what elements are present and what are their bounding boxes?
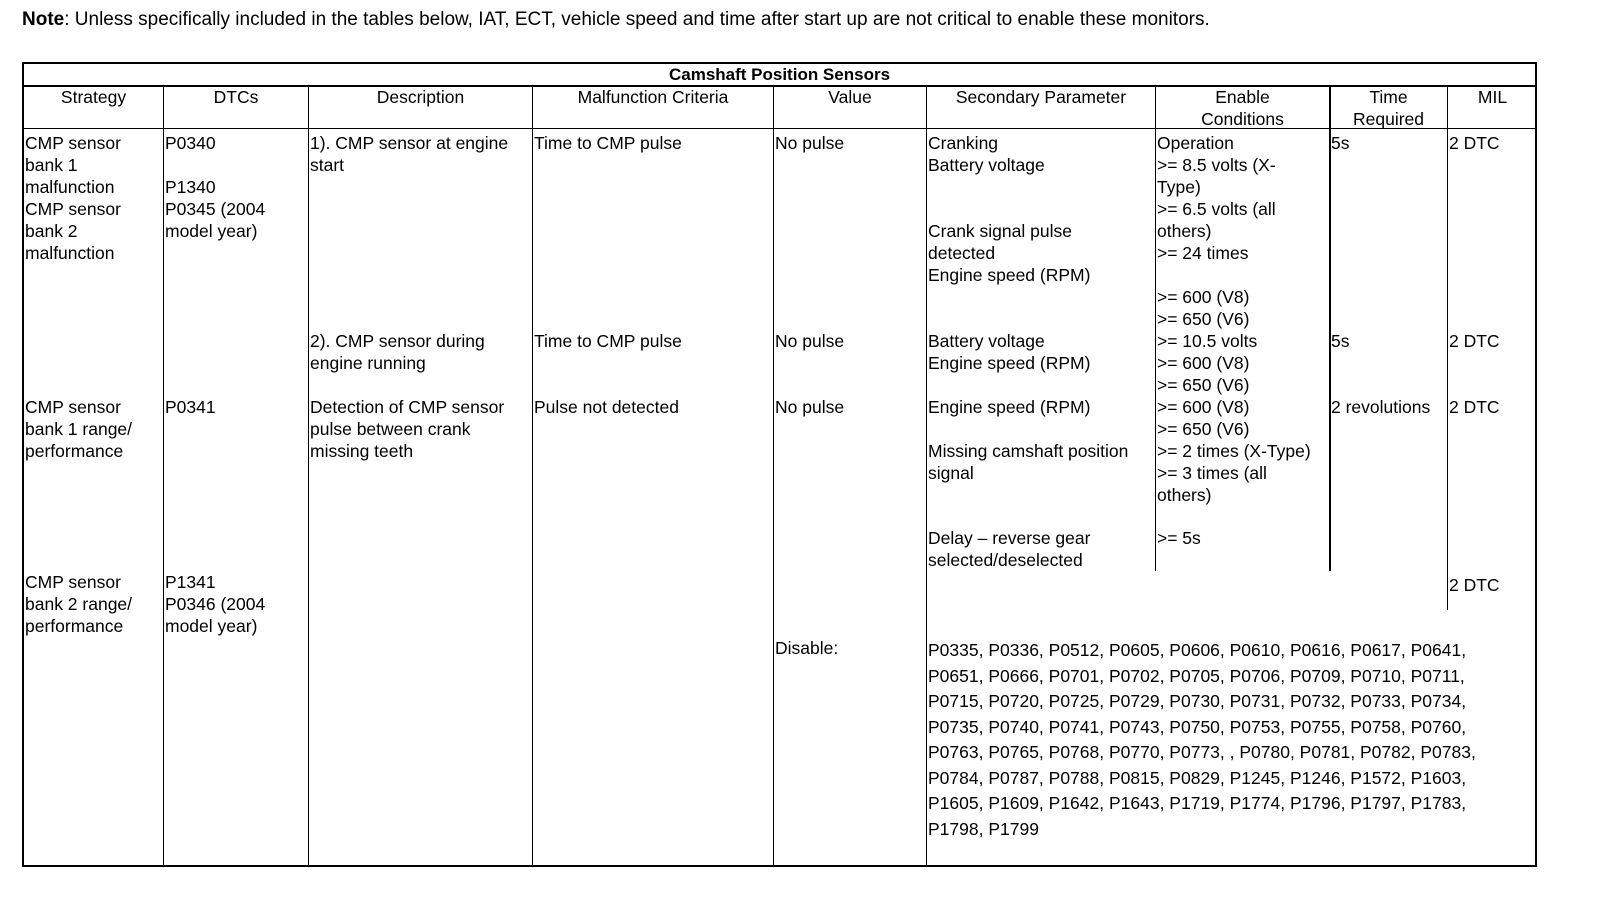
- secondary-line: selected/deselected: [928, 550, 1083, 570]
- page-note: [22, 9, 1210, 31]
- enable-line: >= 2 times (X-Type): [1157, 441, 1311, 461]
- secondary-line: Battery voltage: [928, 331, 1045, 351]
- description-line: start: [310, 155, 345, 175]
- secondary-line: Crank signal pulse: [928, 221, 1072, 241]
- enable-line: >= 600 (V8): [1157, 397, 1250, 417]
- enable-line: >= 650 (V6): [1157, 419, 1250, 439]
- secondary-line: signal: [928, 463, 974, 483]
- dtc-line: P1340: [165, 177, 216, 197]
- strategy-line: malfunction: [25, 177, 115, 197]
- col-divider: [1447, 85, 1448, 610]
- enable-line: >= 10.5 volts: [1157, 331, 1258, 351]
- disable-dtc-line: P0651, P0666, P0701, P0702, P0705, P0706, P0709, P0710, P0711,: [928, 666, 1465, 686]
- enable-line: >= 6.5 volts (all: [1157, 199, 1276, 219]
- disable-dtc-line: P1798, P1799: [928, 819, 1039, 839]
- header-mil: MIL: [1477, 87, 1508, 107]
- dtc-line: P0341: [165, 397, 216, 417]
- mil-line: 2 DTC: [1449, 133, 1500, 153]
- description-line: pulse between crank: [310, 419, 471, 439]
- header-dtcs: DTCs: [213, 87, 259, 107]
- col-divider: [308, 85, 309, 865]
- secondary-line: detected: [928, 243, 996, 263]
- enable-line: >= 5s: [1157, 528, 1201, 548]
- header-time: Time: [1369, 87, 1408, 107]
- header-required: Required: [1352, 109, 1425, 129]
- strategy-line: CMP sensor: [25, 572, 121, 592]
- secondary-line: Cranking: [928, 133, 999, 153]
- time-line: 5s: [1331, 133, 1350, 153]
- strategy-line: CMP sensor: [25, 199, 121, 219]
- disable-dtc-line: P0784, P0787, P0788, P0815, P0829, P1245, P1246, P1572, P1603,: [928, 768, 1467, 788]
- mil-line: 2 DTC: [1449, 575, 1500, 595]
- disable-label: Disable:: [775, 638, 839, 658]
- value-line: No pulse: [775, 397, 845, 417]
- enable-line: others): [1157, 221, 1212, 241]
- header-enable: Enable: [1215, 87, 1270, 107]
- header-strategy: Strategy: [60, 87, 127, 107]
- dtc-line: P0345 (2004: [165, 199, 266, 219]
- header-description: Description: [376, 87, 465, 107]
- dtc-line: P0346 (2004: [165, 594, 266, 614]
- secondary-line: Engine speed (RPM): [928, 265, 1091, 285]
- enable-line: Type): [1157, 177, 1201, 197]
- header-secondary: Secondary Parameter: [955, 87, 1127, 107]
- note-label: Note: [22, 9, 65, 30]
- secondary-line: Missing camshaft position: [928, 441, 1129, 461]
- note-text: : Unless specifically included in the tables below, IAT, ECT, vehicle speed and time after start up are not critical to enable these monitors.: [64, 9, 1210, 30]
- malfunction-line: Time to CMP pulse: [534, 133, 682, 153]
- enable-line: >= 3 times (all: [1157, 463, 1267, 483]
- col-divider: [773, 85, 774, 865]
- table-title: Camshaft Position Sensors: [24, 64, 1535, 87]
- value-line: No pulse: [775, 331, 845, 351]
- strategy-line: bank 2 range/: [25, 594, 133, 614]
- disable-dtc-line: P0335, P0336, P0512, P0605, P0606, P0610, P0616, P0617, P0641,: [928, 640, 1467, 660]
- header-conditions: Conditions: [1201, 109, 1284, 129]
- dtc-line: P1341: [165, 572, 216, 592]
- col-divider: [926, 85, 927, 865]
- col-divider: [1155, 85, 1156, 571]
- dtc-line: model year): [165, 616, 258, 636]
- enable-line: >= 8.5 volts (X-: [1157, 155, 1276, 175]
- strategy-line: bank 1: [25, 155, 78, 175]
- malfunction-line: Time to CMP pulse: [534, 331, 682, 351]
- description-line: Detection of CMP sensor: [310, 397, 505, 417]
- enable-line: Operation: [1157, 133, 1234, 153]
- description-line: missing teeth: [310, 441, 414, 461]
- strategy-line: bank 1 range/: [25, 419, 133, 439]
- dtc-line: model year): [165, 221, 258, 241]
- camshaft-table: [22, 62, 1537, 867]
- secondary-line: Battery voltage: [928, 155, 1045, 175]
- secondary-line: Engine speed (RPM): [928, 397, 1091, 417]
- col-divider-bold: [1329, 85, 1331, 571]
- disable-dtc-line: P0763, P0765, P0768, P0770, P0773, , P0780, P0781, P0782, P0783,: [928, 742, 1476, 762]
- strategy-line: performance: [25, 616, 124, 636]
- description-line: 2). CMP sensor during: [310, 331, 485, 351]
- enable-line: >= 600 (V8): [1157, 353, 1250, 373]
- malfunction-line: Pulse not detected: [534, 397, 679, 417]
- secondary-line: Delay – reverse gear: [928, 528, 1091, 548]
- col-divider: [163, 85, 164, 865]
- strategy-line: malfunction: [25, 243, 115, 263]
- col-divider: [532, 85, 533, 865]
- disable-dtc-line: P1605, P1609, P1642, P1643, P1719, P1774, P1796, P1797, P1783,: [928, 793, 1467, 813]
- strategy-line: bank 2: [25, 221, 78, 241]
- description-line: engine running: [310, 353, 426, 373]
- strategy-line: CMP sensor: [25, 133, 121, 153]
- description-line: 1). CMP sensor at engine: [310, 133, 509, 153]
- secondary-line: Engine speed (RPM): [928, 353, 1091, 373]
- time-line: 5s: [1331, 331, 1350, 351]
- enable-line: >= 600 (V8): [1157, 287, 1250, 307]
- value-line: No pulse: [775, 133, 845, 153]
- enable-line: >= 650 (V6): [1157, 375, 1250, 395]
- strategy-line: performance: [25, 441, 124, 461]
- enable-line: >= 24 times: [1157, 243, 1249, 263]
- disable-dtc-line: P0735, P0740, P0741, P0743, P0750, P0753, P0755, P0758, P0760,: [928, 717, 1467, 737]
- enable-line: >= 650 (V6): [1157, 309, 1250, 329]
- disable-dtc-line: P0715, P0720, P0725, P0729, P0730, P0731, P0732, P0733, P0734,: [928, 691, 1467, 711]
- dtc-line: P0340: [165, 133, 216, 153]
- time-line: 2 revolutions: [1331, 397, 1431, 417]
- header-value: Value: [828, 87, 872, 107]
- mil-line: 2 DTC: [1449, 331, 1500, 351]
- enable-line: others): [1157, 485, 1212, 505]
- strategy-line: CMP sensor: [25, 397, 121, 417]
- mil-line: 2 DTC: [1449, 397, 1500, 417]
- header-malfunction: Malfunction Criteria: [577, 87, 729, 107]
